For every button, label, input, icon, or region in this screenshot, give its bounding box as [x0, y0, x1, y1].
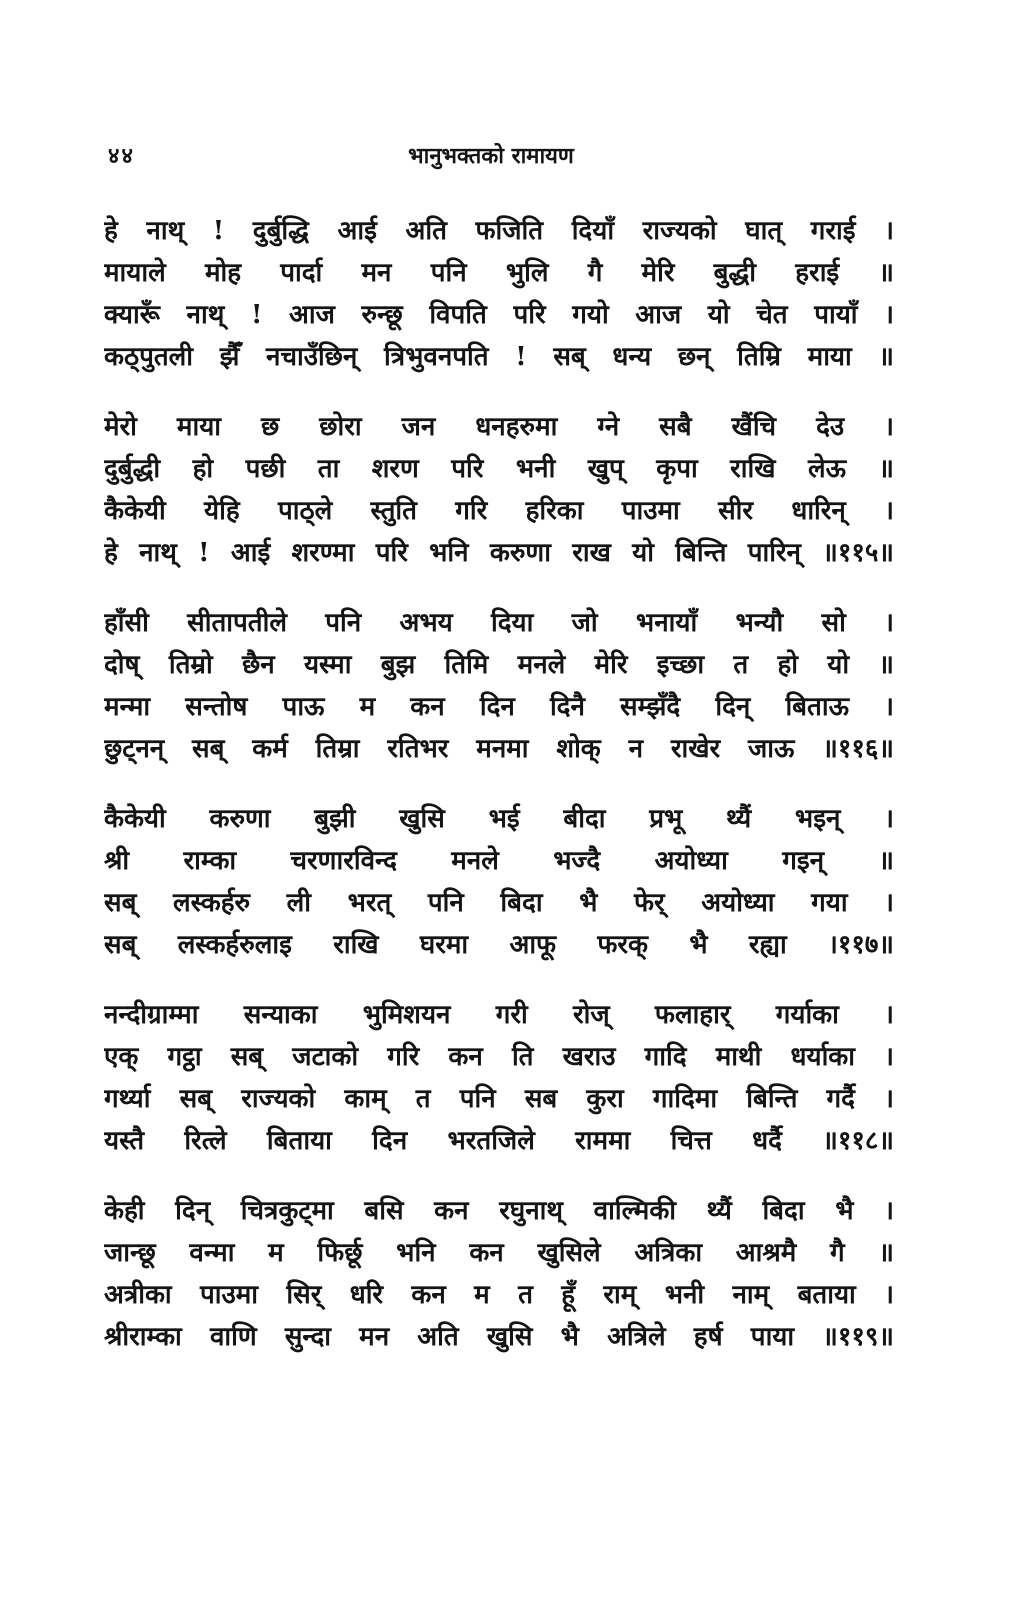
verse-line: श्री राम्का चरणारविन्द मनले भज्दै अयोध्या गइन् ॥: [104, 846, 894, 876]
verse-line: सब् लस्कर्हरु ली भरत् पनि बिदा भै फेर् अयोध्या गया ।: [104, 888, 894, 918]
verse-line: एक् गट्ठा सब् जटाको गरि कन ति खराउ गादि माथी धर्याका ।: [104, 1042, 894, 1072]
verse-line: कठ्पुतली झैँ नचाउँछिन् त्रिभुवनपति ! सब् धन्य छन् तिम्रि माया ॥: [104, 342, 894, 372]
running-title: भानुभक्तको रामायण: [408, 143, 574, 169]
page-header: [108, 140, 874, 180]
verse-line: मायाले मोह पार्दा मन पनि भुलि गै मेरि बुद्धी हराई ॥: [104, 258, 894, 288]
verse-line: क्यारूँ नाथ् ! आज रुन्छू विपति परि गयो आज यो चेत पायाँ ।: [104, 300, 894, 330]
verse-line: श्रीराम्का वाणि सुन्दा मन अति खुसि भै अत्रिले हर्ष पाया ॥११९॥: [104, 1322, 894, 1352]
verse-line: नन्दीग्राम्मा सन्याका भुमिशयन गरी रोज् फलाहार् गर्याका ।: [104, 1000, 894, 1030]
verse-line: अत्रीका पाउमा सिर् धरि कन म त हूँ राम् भनी नाम् बताया ।: [104, 1280, 894, 1310]
verse-line: हे नाथ् ! दुर्बुद्धि आई अति फजिति दियाँ राज्यको घात् गराई ।: [104, 216, 894, 246]
verse-line: कैकेयी करुणा बुझी खुसि भई बीदा प्रभू थ्यैं भइन् ।: [104, 804, 894, 834]
verse-line: केही दिन् चित्रकुट्मा बसि कन रघुनाथ् वाल्मिकी थ्यैं बिदा भै ।: [104, 1196, 894, 1226]
verse-line: मेरो माया छ छोरा जन धनहरुमा ग्ने सबै खैंचि देउ ।: [104, 412, 894, 442]
stanza: [104, 798, 894, 966]
verse-line: मन्मा सन्तोष पाऊ म कन दिन दिनै सम्झँदै दिन् बिताऊ ।: [104, 692, 894, 722]
verse-line: यस्तै रित्ले बिताया दिन भरतजिले राममा चित्त धर्दै ॥११८॥: [104, 1126, 894, 1156]
stanza: [104, 1190, 894, 1358]
verse-line: सब् लस्कर्हरुलाइ राखि घरमा आफू फरक् भै रह्या ।११७॥: [104, 930, 894, 960]
stanza: [104, 210, 894, 378]
verse-line: छुट्नन् सब् कर्म तिम्रा रतिभर मनमा शोक् न राखेर जाऊ ॥११६॥: [104, 734, 894, 764]
verse-body: [104, 210, 894, 1358]
page-number: ४४: [108, 143, 135, 169]
verse-line: हाँसी सीतापतीले पनि अभय दिया जो भनायाँ भन्यौ सो ।: [104, 608, 894, 638]
verse-line: दुर्बुद्धी हो पछी ता शरण परि भनी खुप् कृपा राखि लेऊ ॥: [104, 454, 894, 484]
verse-line: दोष् तिम्रो छैन यस्मा बुझ तिमि मनले मेरि इच्छा त हो यो ॥: [104, 650, 894, 680]
stanza: [104, 602, 894, 770]
verse-line: कैकेयी येहि पाठ्ले स्तुति गरि हरिका पाउमा सीर धारिन् ।: [104, 496, 894, 526]
verse-line: गर्थ्या सब् राज्यको काम् त पनि सब कुरा गादिमा बिन्ति गर्दै ।: [104, 1084, 894, 1114]
verse-line: हे नाथ् ! आई शरण्मा परि भनि करुणा राख यो बिन्ति पारिन् ॥११५॥: [104, 538, 894, 568]
verse-line: जान्छू वन्मा म फिर्छू भनि कन खुसिले अत्रिका आश्रमै गै ॥: [104, 1238, 894, 1268]
stanza: [104, 406, 894, 574]
stanza: [104, 994, 894, 1162]
